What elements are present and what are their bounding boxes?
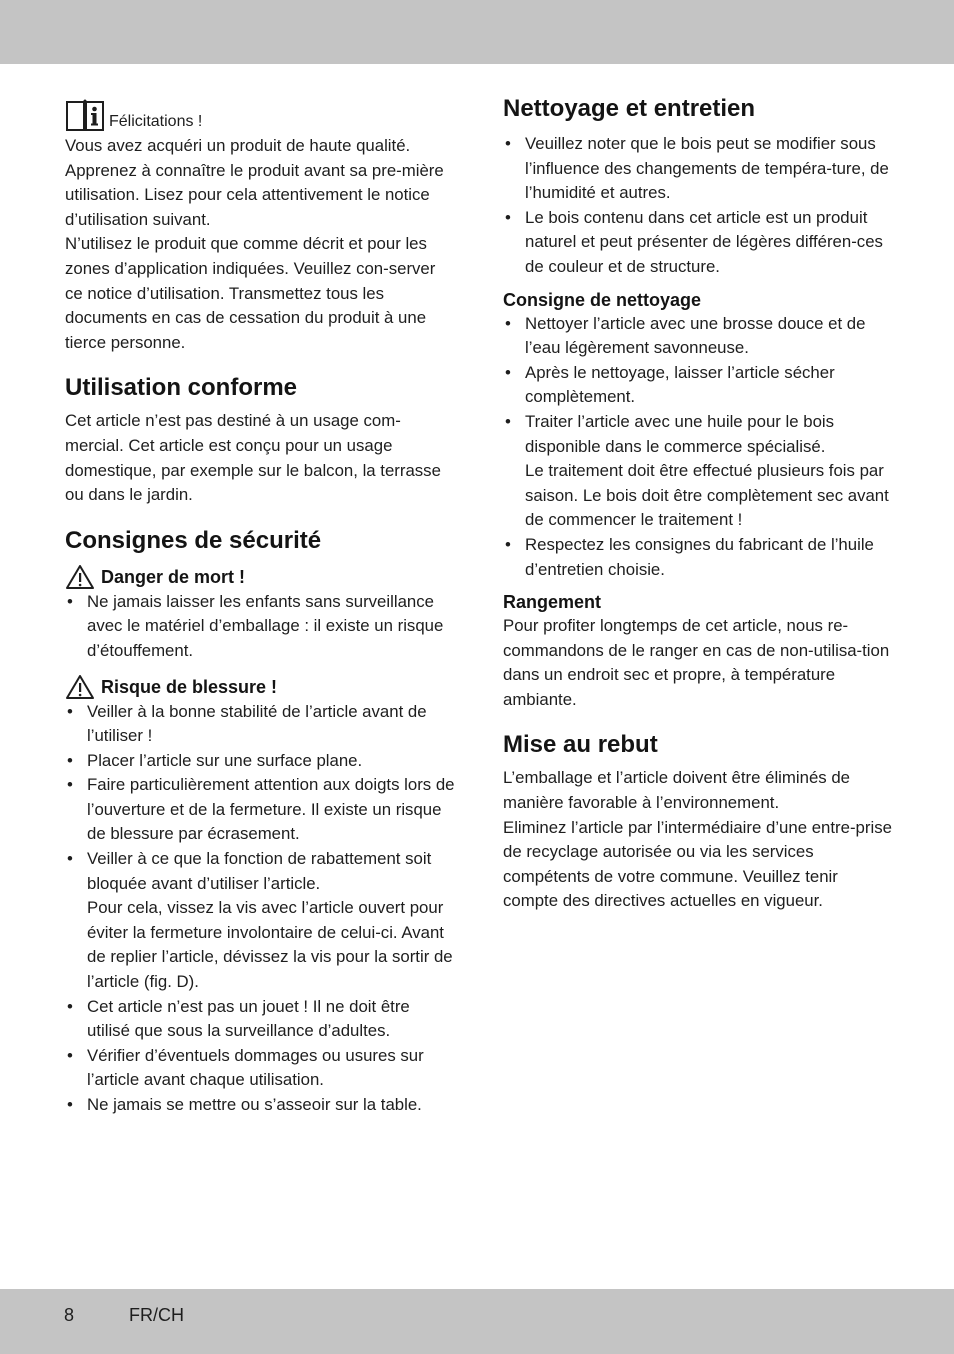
list-item: • Le bois contenu dans cet article est un produit naturel et peut présenter de légères différen-ces de couleur et de structure. <box>503 206 895 280</box>
list-item: • Faire particulièrement attention aux doigts lors de l’ouverture et de la fermeture. Il existe un risque de blessure par écrasement. <box>65 773 457 847</box>
section-title-disposal: Mise au rebut <box>503 731 658 759</box>
list-item: • Placer l’article sur une surface plane. <box>65 749 457 774</box>
list-item: • Veiller à la bonne stabilité de l’article avant de l’utiliser ! <box>65 700 457 749</box>
left-column <box>65 92 457 1118</box>
danger-title: Danger de mort ! <box>101 566 246 587</box>
list-item: • Ne jamais laisser les enfants sans surveillance avec le matériel d’emballage : il existe un risque d’étouffement. <box>65 590 457 664</box>
list-item: • Ne jamais se mettre ou s’asseoir sur la table. <box>65 1093 457 1118</box>
cleaning-list <box>503 312 895 583</box>
intro-paragraph-2: N’utilisez le produit que comme décrit et pour les zones d’application indiquées. Veuillez con-server ce notice d’utilisation. Transmettez tous les documents en cas de cessation du produit à une tierce personne. <box>65 234 436 352</box>
injury-title: Risque de blessure ! <box>101 676 278 697</box>
storage-text: Pour profiter longtemps de cet article, nous re-commandons de le ranger en cas de non-utilisa-tion dans un endroit sec et propre, à température ambiante. <box>503 616 890 709</box>
injury-heading <box>65 674 457 700</box>
list-item: • Nettoyer l’article avec une brosse douce et de l’eau légèrement savonneuse. <box>503 312 895 361</box>
list-item-continuation: Pour cela, vissez la vis avec l’article ouvert pour éviter la fermeture involontaire de celui-ci. Avant de replier l’article, dévissez la vis pour la sortir de l’article (fig. D). <box>87 898 453 992</box>
disposal-paragraph-1: L’emballage et l’article doivent être éliminés de manière favorable à l’environnement. <box>503 768 851 813</box>
list-item: • Après le nettoyage, laisser l’article sécher complètement. <box>503 361 895 410</box>
list-item <box>503 410 895 533</box>
cleaning-title: Consigne de nettoyage <box>503 289 702 310</box>
list-item-text: Veiller à ce que la fonction de rabattement soit bloquée avant d’utiliser l’article. <box>87 849 432 893</box>
storage-title: Rangement <box>503 592 602 613</box>
section-title-safety: Consignes de sécurité <box>65 526 322 554</box>
list-item-continuation: Le traitement doit être effectué plusieurs fois par saison. Le bois doit être complètement sec avant de commencer le traitement ! <box>525 461 889 530</box>
list-item <box>65 847 457 995</box>
page-number: 8 <box>64 1305 75 1325</box>
list-item: • Respectez les consignes du fabricant de l’huile d’entretien choisie. <box>503 533 895 582</box>
section-title-care: Nettoyage et entretien <box>503 95 756 122</box>
right-column <box>503 92 895 914</box>
intended-use-text: Cet article n’est pas destiné à un usage com-mercial. Cet article est conçu pour un usage domestique, par exemple sur le balcon, la terrasse ou dans le jardin. <box>65 411 441 505</box>
warning-triangle-icon <box>65 674 95 700</box>
list-item: • Veuillez noter que le bois peut se modifier sous l’influence des changements de tempéra-ture, de l’humidité et autres. <box>503 132 895 206</box>
list-item: • Vérifier d’éventuels dommages ou usures sur l’article avant chaque utilisation. <box>65 1044 457 1093</box>
intro-title: Félicitations ! <box>109 113 203 130</box>
care-list <box>503 132 895 280</box>
header-band <box>0 0 954 64</box>
language-code: FR/CH <box>129 1305 184 1325</box>
intro-paragraph-1: Vous avez acquéri un produit de haute qualité. Apprenez à connaître le produit avant sa pre-mière utilisation. Lisez pour cela attentivement le notice d’utilisation suivant. <box>65 136 444 229</box>
list-item-text: Traiter l’article avec une huile pour le bois disponible dans le commerce spécialisé. <box>525 411 835 456</box>
disposal-paragraph-2: Eliminez l’article par l’intermédiaire d’une entre-prise de recyclage autorisée ou via les services compétents de votre commune. Veuillez tenir compte des directives actuelles en vigueur. <box>503 817 892 911</box>
list-item: • Cet article n’est pas un jouet ! Il ne doit être utilisé que sous la surveillance d’adultes. <box>65 995 457 1044</box>
injury-list <box>65 700 457 1118</box>
danger-list <box>65 590 457 664</box>
warning-triangle-icon <box>65 564 95 590</box>
intro-header <box>65 92 457 132</box>
section-title-intended-use: Utilisation conforme <box>65 374 298 402</box>
manual-info-icon <box>65 98 105 132</box>
danger-heading <box>65 564 457 590</box>
